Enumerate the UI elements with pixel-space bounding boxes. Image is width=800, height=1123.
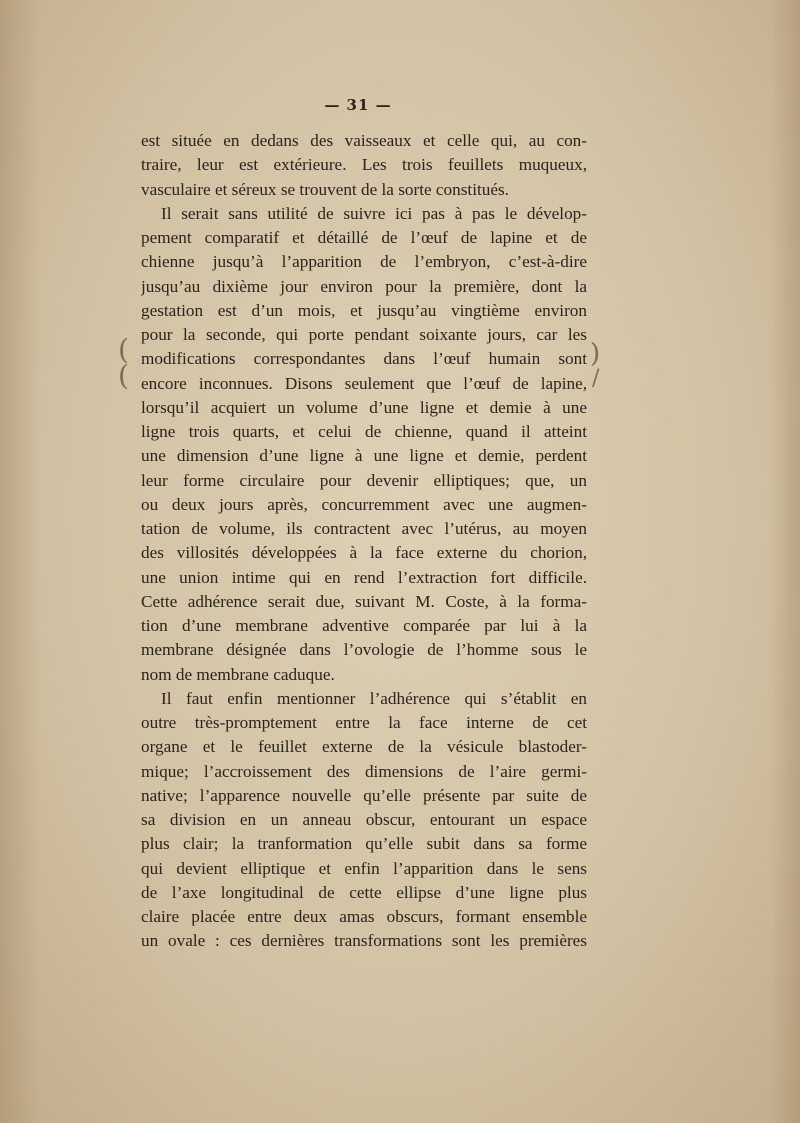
text-line: Il serait sans utilité de suivre ici pas à pas le dévelop- [161,203,587,223]
text-line: leur forme circulaire pour devenir elliptiques; que, un [141,470,587,490]
text-line: membrane désignée dans l’ovologie de l’homme sous le [141,640,587,660]
text-line: sa division en un anneau obscur, entourant un espace [141,810,587,829]
text-line: lorsqu’il acquiert un volume d’une ligne et demie à une [141,397,587,417]
text-line: pour la seconde, qui porte pendant soixante jours, car les [141,325,587,344]
margin-bracket-mark: ( [118,359,129,392]
margin-bracket-mark: ( [118,333,129,366]
text-line: Cette adhérence serait due, suivant M. Coste, à la forma- [141,591,587,611]
text-line: jusqu’au dixième jour environ pour la première, dont la [141,276,587,296]
text-line: un ovale : ces dernières transformations sont les premières [141,931,587,951]
text-line: chienne jusqu’à l’apparition de l’embryon, c’est-à-dire [141,252,587,272]
text-line: tion d’une membrane adventive comparée par lui à la [141,616,587,635]
text-line: ligne trois quarts, et celui de chienne, quand il atteint [141,422,587,441]
text-line: encore inconnues. Disons seulement que l’œuf de lapine, [141,373,587,393]
text-line: modifications correspondantes dans l’œuf humain sont [141,349,587,369]
page-number: — 31 — [324,96,392,114]
text-line: nom de membrane caduque. [141,664,335,684]
text-line: pement comparatif et détaillé de l’œuf de lapine et de [141,228,587,247]
text-line: plus clair; la tranformation qu’elle subit dans sa forme [141,834,587,854]
text-line: traire, leur est extérieure. Les trois feuillets muqueux, [141,155,587,175]
text-line: vasculaire et séreux se trouvent de la sorte constitués. [141,179,509,199]
text-line: outre très-promptement entre la face interne de cet [141,713,587,732]
text-line: Il faut enfin mentionner l’adhérence qui s’établit en [161,688,587,708]
text-line: native; l’apparence nouvelle qu’elle présente par suite de [141,785,587,805]
text-line: tation de volume, ils contractent avec l’utérus, au moyen [141,519,587,538]
text-line: gestation est d’un mois, et jusqu’au vingtième environ [141,300,587,320]
text-line: claire placée entre deux amas obscurs, formant ensemble [141,907,587,926]
text-line: qui devient elliptique et enfin l’apparition dans le sens [141,858,587,878]
text-line: ou deux jours après, concurremment avec une augmen- [141,494,587,514]
text-line: une union intime qui en rend l’extraction fort difficile. [141,567,587,587]
body-text [141,129,587,954]
text-line: est située en dedans des vaisseaux et celle qui, au con- [141,131,587,150]
page-edge-shadow-left [0,0,40,1123]
text-line: de l’axe longitudinal de cette ellipse d’une ligne plus [141,882,587,902]
page-edge-shadow-right [770,0,800,1123]
text-line: organe et le feuillet externe de la vésicule blastoder- [141,737,587,757]
margin-slash-mark: / [592,366,600,391]
text-line: des villosités développées à la face externe du chorion, [141,543,587,563]
text-line: mique; l’accroissement des dimensions de l’aire germi- [141,761,587,781]
text-line: une dimension d’une ligne à une ligne et demie, perdent [141,446,587,466]
margin-bracket-mark: ) [590,339,601,369]
